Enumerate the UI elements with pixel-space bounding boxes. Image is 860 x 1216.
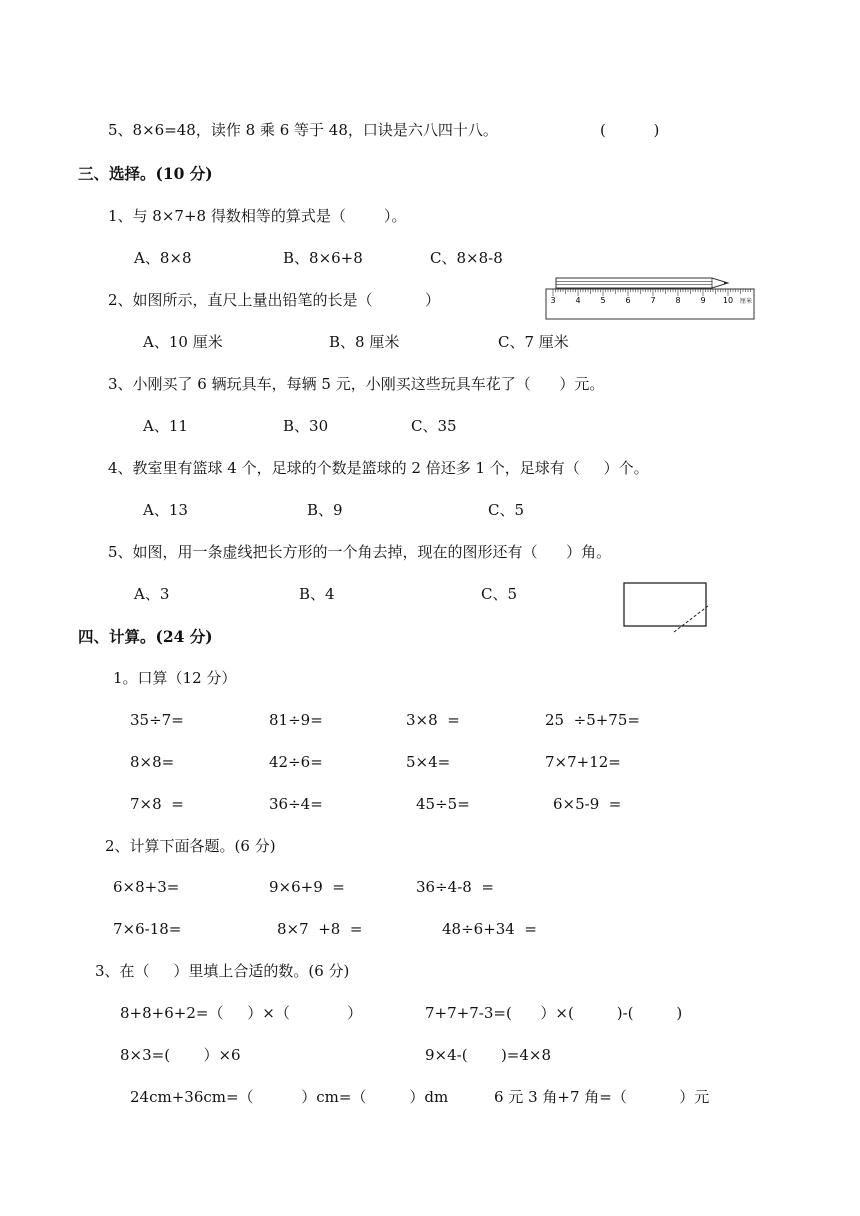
choice-q5-c[interactable]: C、5 bbox=[481, 585, 518, 603]
oral-r2-c1: 8×8= bbox=[130, 753, 175, 771]
oral-r1-c1: 35÷7= bbox=[130, 711, 184, 729]
pencil-shape bbox=[556, 278, 728, 288]
choice-q1-b[interactable]: B、8×6+8 bbox=[283, 249, 363, 267]
oral-r3-c1: 7×8 = bbox=[130, 795, 184, 813]
oral-r1-c2: 81÷9= bbox=[269, 711, 323, 729]
choice-q1: 1、与 8×7+8 得数相等的算式是（ ）。 bbox=[108, 207, 407, 225]
ruler-label-3: 3 bbox=[550, 296, 556, 305]
judge-answer-paren[interactable]: ( ) bbox=[600, 121, 660, 139]
calc-r1-c1: 6×8+3= bbox=[113, 878, 180, 896]
fill-title: 3、在（ ）里填上合适的数。(6 分) bbox=[95, 962, 350, 980]
calc-r1-c3: 36÷4-8 = bbox=[416, 878, 494, 896]
ruler-unit: 厘米 bbox=[740, 298, 753, 305]
choice-q2-c[interactable]: C、7 厘米 bbox=[498, 333, 569, 351]
choice-q5: 5、如图，用一条虚线把长方形的一个角去掉，现在的图形还有（ ）角。 bbox=[108, 543, 612, 561]
ruler-label-9: 9 bbox=[700, 296, 706, 305]
fill-r1a[interactable]: 8+8+6+2=（ ）×（ ） bbox=[120, 1004, 363, 1022]
calc-r2-c3: 48÷6+34 = bbox=[442, 920, 537, 938]
oral-r2-c2: 42÷6= bbox=[269, 753, 323, 771]
judge-item-5: 5、8×6=48，读作 8 乘 6 等于 48，口诀是六八四十八。 bbox=[108, 121, 498, 139]
choice-q3: 3、小刚买了 6 辆玩具车，每辆 5 元，小刚买这些玩具车花了（ ）元。 bbox=[108, 375, 605, 393]
ruler-label-7: 7 bbox=[650, 296, 656, 305]
calc-r2-c2: 8×7 +8 = bbox=[277, 920, 363, 938]
fill-r1b[interactable]: 7+7+7-3=( ）×( )-( ) bbox=[425, 1004, 683, 1022]
ruler-label-4: 4 bbox=[575, 296, 581, 305]
section4-heading: 四、计算。(24 分) bbox=[78, 627, 213, 646]
fill-r3a[interactable]: 24cm+36cm=（ ）cm=（ ）dm bbox=[130, 1088, 449, 1106]
ruler-label-8: 8 bbox=[675, 296, 681, 305]
choice-q5-b[interactable]: B、4 bbox=[299, 585, 335, 603]
choice-q2: 2、如图所示，直尺上量出铅笔的长是（ ） bbox=[108, 291, 440, 309]
oral-r1-c3: 3×8 = bbox=[406, 711, 460, 729]
rectangle-cut-figure bbox=[620, 580, 716, 636]
calc-r1-c2: 9×6+9 = bbox=[269, 878, 345, 896]
calc-r2-c1: 7×6-18= bbox=[113, 920, 182, 938]
oral-r3-c2: 36÷4= bbox=[269, 795, 323, 813]
choice-q1-c[interactable]: C、8×8-8 bbox=[430, 249, 503, 267]
choice-q4-a[interactable]: A、13 bbox=[143, 501, 188, 519]
rectangle-shape bbox=[624, 583, 706, 626]
calc-title: 2、计算下面各题。(6 分) bbox=[105, 837, 276, 855]
fill-r2b[interactable]: 9×4-( )=4×8 bbox=[425, 1046, 552, 1064]
ruler-label-6: 6 bbox=[625, 296, 631, 305]
choice-q1-a[interactable]: A、8×8 bbox=[134, 249, 192, 267]
choice-q2-a[interactable]: A、10 厘米 bbox=[143, 333, 223, 351]
ruler-pencil-figure bbox=[544, 274, 756, 322]
choice-q3-a[interactable]: A、11 bbox=[143, 417, 188, 435]
oral-r2-c4: 7×7+12= bbox=[545, 753, 621, 771]
fill-r3b[interactable]: 6 元 3 角+7 角=（ ）元 bbox=[494, 1088, 710, 1106]
choice-q3-c[interactable]: C、35 bbox=[411, 417, 457, 435]
choice-q4-b[interactable]: B、9 bbox=[307, 501, 343, 519]
fill-r2a[interactable]: 8×3=( ）×6 bbox=[120, 1046, 241, 1064]
choice-q4-c[interactable]: C、5 bbox=[488, 501, 525, 519]
oral-r3-c4: 6×5-9 = bbox=[553, 795, 622, 813]
choice-q3-b[interactable]: B、30 bbox=[283, 417, 329, 435]
ruler-label-5: 5 bbox=[600, 296, 606, 305]
choice-q4: 4、教室里有篮球 4 个，足球的个数是篮球的 2 倍还多 1 个，足球有（ ）个。 bbox=[108, 459, 649, 477]
oral-r1-c4: 25 ÷5+75= bbox=[545, 711, 640, 729]
ruler-label-10: 10 bbox=[722, 296, 734, 305]
oral-r3-c3: 45÷5= bbox=[416, 795, 470, 813]
section3-heading: 三、选择。(10 分) bbox=[78, 164, 213, 183]
choice-q2-b[interactable]: B、8 厘米 bbox=[329, 333, 400, 351]
oral-r2-c3: 5×4= bbox=[406, 753, 451, 771]
oral-calc-title: 1。口算（12 分） bbox=[113, 669, 237, 687]
choice-q5-a[interactable]: A、3 bbox=[134, 585, 170, 603]
